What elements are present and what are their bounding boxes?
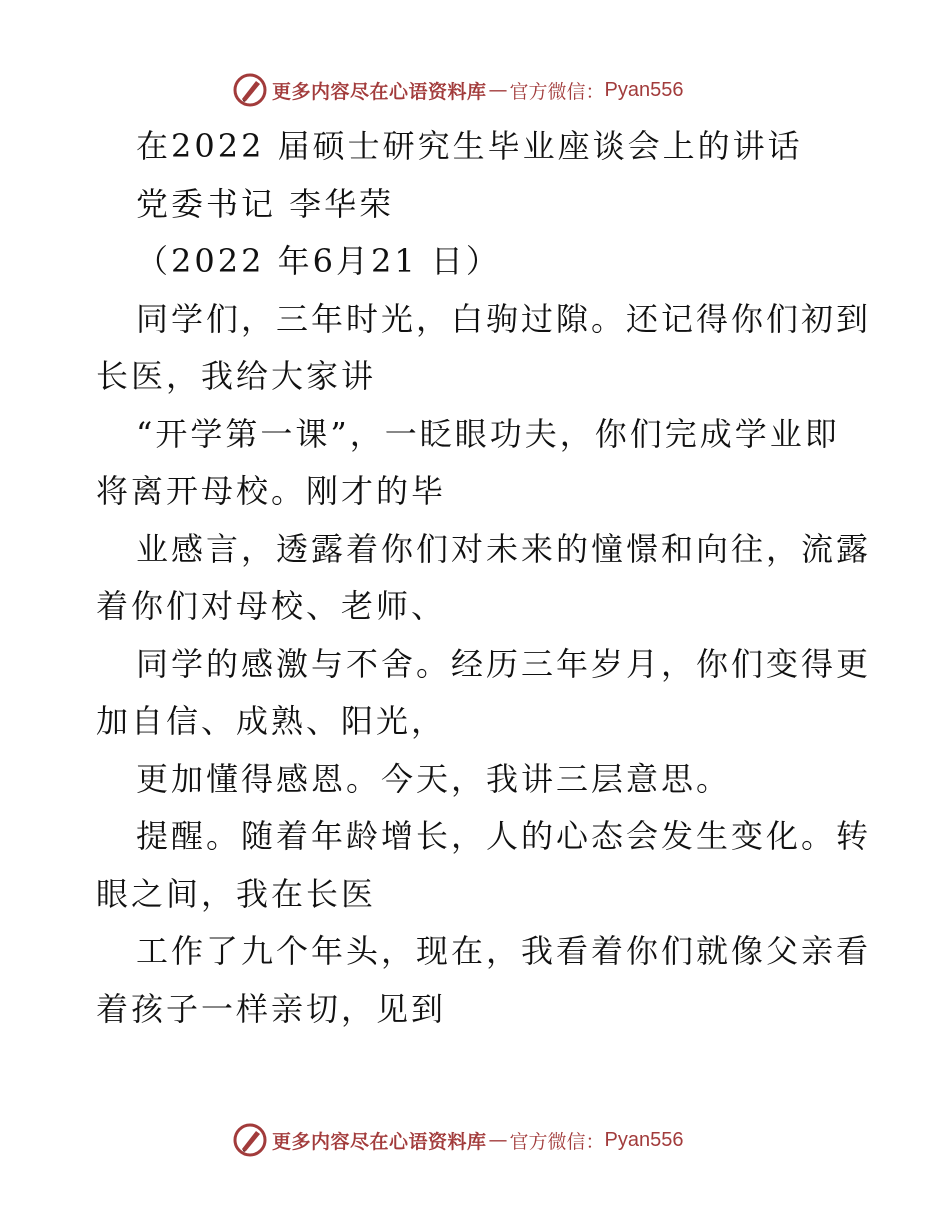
watermark-wechat-label: 官方微信：	[509, 80, 605, 103]
watermark-text: 更多内容尽在心语资料库	[272, 80, 487, 103]
doc-line: 加自信、成熟、阳光，	[96, 702, 447, 740]
watermark-wechat-label: 官方微信：	[509, 1130, 605, 1153]
doc-line: 着孩子一样亲切，见到	[96, 989, 447, 1028]
doc-title: 在2022 届硕士研究生毕业座谈会上的讲话	[136, 127, 803, 165]
doc-line: 工作了九个年头，现在，我看着你们就像父亲看	[136, 932, 872, 970]
watermark-dash: —	[488, 79, 508, 101]
watermark-banner-bottom	[232, 1120, 684, 1160]
doc-line: 同学们，三年时光，白驹过隙。还记得你们初到	[136, 299, 872, 338]
doc-line: 着你们对母校、老师、	[96, 587, 447, 625]
doc-line: 将离开母校。刚才的毕	[96, 472, 447, 510]
doc-line: 同学的感激与不舍。经历三年岁月，你们变得更	[136, 644, 872, 683]
doc-line: 业感言，透露着你们对未来的憧憬和向往，流露	[136, 529, 872, 568]
watermark-text: 更多内容尽在心语资料库	[272, 1130, 487, 1153]
watermark-wechat-id: Pyan556	[604, 1128, 684, 1151]
watermark-wechat-id: Pyan556	[604, 78, 684, 101]
doc-line: 长医，我给大家讲	[96, 357, 377, 395]
document-body	[96, 118, 872, 1038]
pen-logo-icon	[232, 1122, 268, 1158]
doc-line: 提醒。随着年龄增长，人的心态会发生变化。转	[136, 817, 872, 855]
doc-date: （2022 年6月21 日）	[136, 242, 501, 280]
watermark-banner-top	[232, 70, 684, 110]
doc-author: 党委书记 李华荣	[136, 184, 395, 223]
doc-line: 眼之间，我在长医	[96, 874, 377, 913]
watermark-dash: —	[488, 1129, 508, 1151]
doc-line: “开学第一课”，一眨眼功夫，你们完成学业即	[136, 414, 840, 453]
pen-logo-icon	[232, 72, 268, 108]
doc-line: 更加懂得感恩。今天，我讲三层意思。	[136, 759, 732, 798]
